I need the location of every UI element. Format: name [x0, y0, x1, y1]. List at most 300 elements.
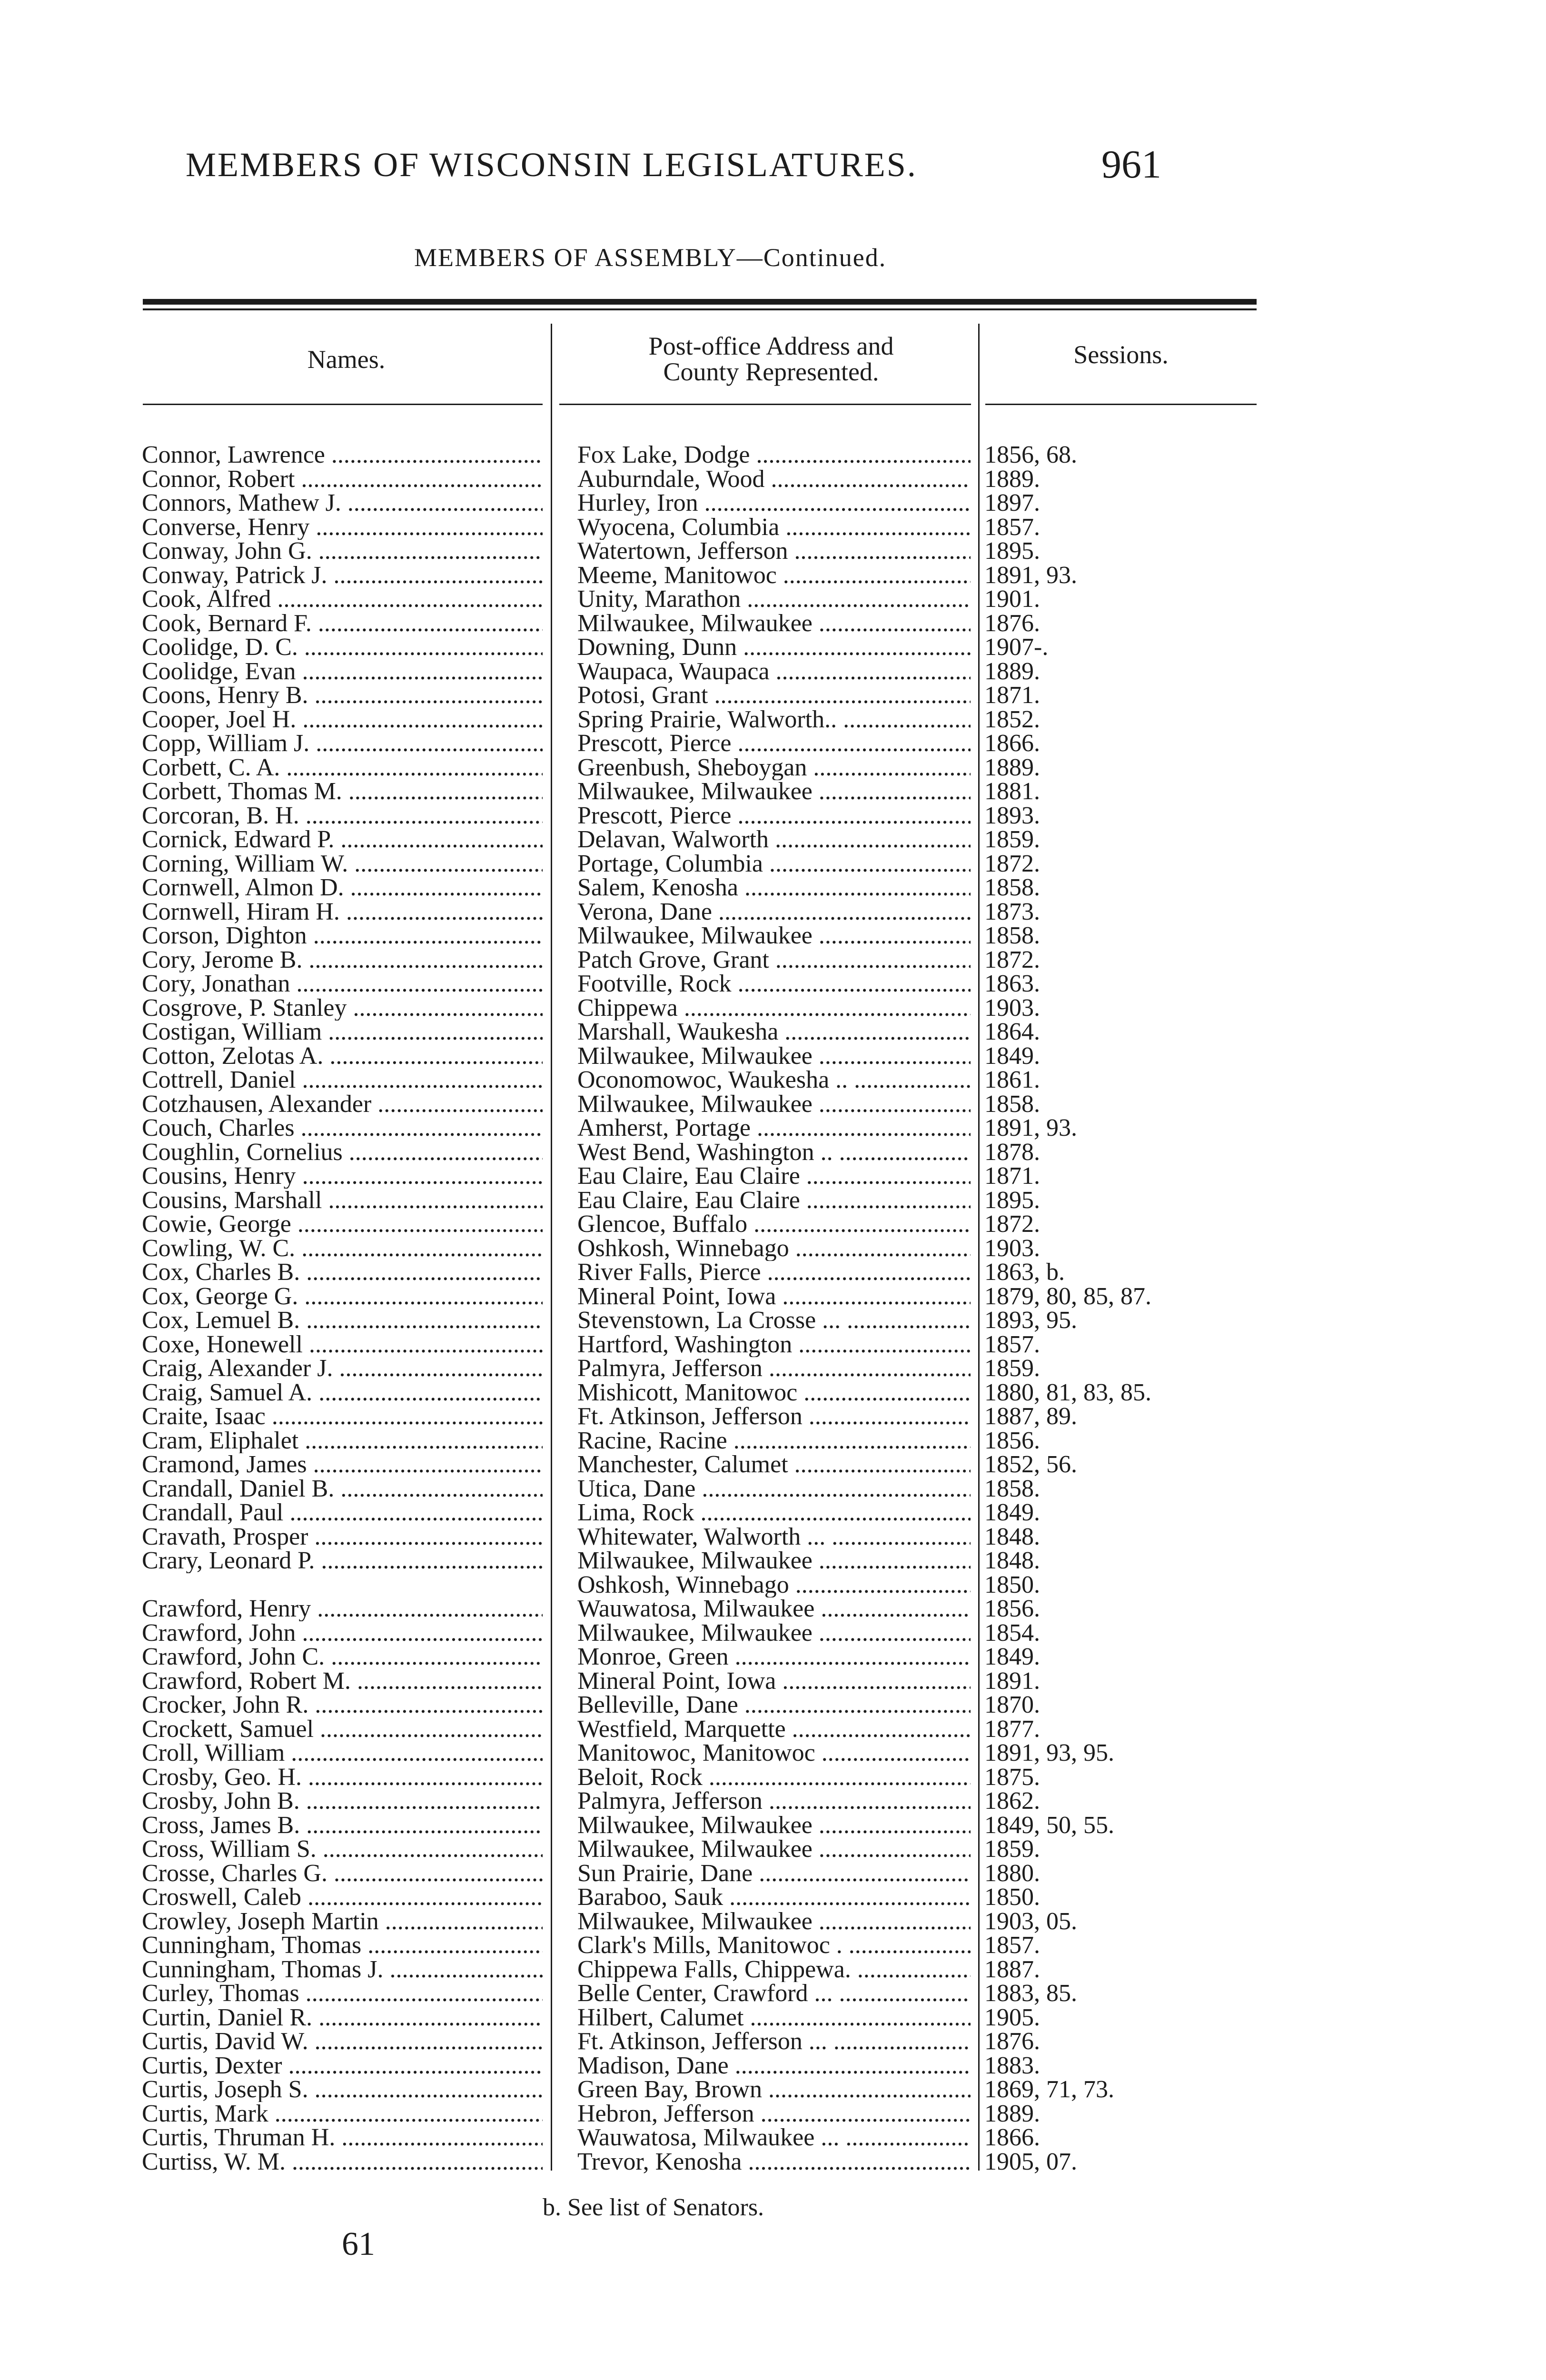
table-row — [0, 1284, 1546, 1309]
member-sessions: 1887. — [984, 1957, 1040, 1982]
table-row — [0, 1861, 1546, 1885]
table-row — [0, 1044, 1546, 1068]
member-name: Cox, Charles B. ..... — [142, 1260, 543, 1285]
member-address: Westfield, Marquette ..... — [577, 1717, 971, 1742]
member-sessions: 1891, 93. — [984, 563, 1077, 588]
member-name: Croll, William ..... — [142, 1741, 543, 1765]
member-sessions: 1857. — [984, 1933, 1040, 1958]
member-address: Milwaukee, Milwaukee ..... — [577, 611, 971, 636]
member-sessions: 1895. — [984, 1188, 1040, 1213]
table-row — [0, 1645, 1546, 1669]
member-name: Crawford, John C. ..... — [142, 1645, 543, 1669]
column-header-sessions: Sessions. — [1073, 340, 1169, 369]
table-row — [0, 1741, 1546, 1765]
table-row — [0, 2150, 1546, 2174]
member-address: Manitowoc, Manitowoc ..... — [577, 1741, 971, 1765]
table-row — [0, 1933, 1546, 1957]
table-row — [0, 1188, 1546, 1212]
member-name: Coolidge, D. C. ..... — [142, 635, 543, 660]
member-address: Fox Lake, Dodge ..... — [577, 443, 971, 467]
member-sessions: 1876. — [984, 611, 1040, 636]
member-name: Crosse, Charles G. ..... — [142, 1861, 543, 1886]
member-address: Racine, Racine ..... — [577, 1428, 971, 1453]
member-address: Trevor, Kenosha ..... — [577, 2150, 971, 2174]
table-row — [0, 1789, 1546, 1813]
table-row — [0, 1837, 1546, 1861]
member-name: Couch, Charles ..... — [142, 1116, 543, 1140]
member-name: Crosby, Geo. H. ..... — [142, 1765, 543, 1790]
member-name: Crosby, John B. ..... — [142, 1789, 543, 1814]
member-address: River Falls, Pierce ..... — [577, 1260, 971, 1285]
member-name: Craig, Samuel A. ..... — [142, 1380, 543, 1405]
member-address: Oshkosh, Winnebago ..... — [577, 1573, 971, 1597]
table-row — [0, 1957, 1546, 1982]
table-row — [0, 443, 1546, 467]
table-row — [0, 683, 1546, 707]
member-sessions: 1889. — [984, 466, 1040, 492]
table-row — [0, 948, 1546, 972]
table-row — [0, 2102, 1546, 2126]
member-sessions: 1872. — [984, 851, 1040, 876]
member-name: Costigan, William ..... — [142, 1020, 543, 1044]
table-row — [0, 1092, 1546, 1116]
member-address: Palmyra, Jefferson ..... — [577, 1356, 971, 1381]
member-address: Patch Grove, Grant ..... — [577, 948, 971, 972]
member-address: Monroe, Green ..... — [577, 1645, 971, 1669]
member-name: Curtin, Daniel R. ..... — [142, 2005, 543, 2030]
member-address: Belle Center, Crawford ... ..... — [577, 1981, 971, 2006]
member-sessions: 1901. — [984, 587, 1040, 612]
member-sessions: 1883. — [984, 2053, 1040, 2078]
table-row — [0, 1308, 1546, 1332]
member-sessions: 1856, 68. — [984, 443, 1077, 467]
member-address: Ft. Atkinson, Jefferson ..... — [577, 1404, 971, 1429]
member-name: Cotton, Zelotas A. ..... — [142, 1044, 543, 1069]
member-sessions: 1857. — [984, 1332, 1040, 1357]
table-row — [0, 1236, 1546, 1260]
member-name: Cory, Jonathan ..... — [142, 972, 543, 996]
table-row — [0, 972, 1546, 996]
member-sessions: 1852. — [984, 707, 1040, 732]
member-name: Crocker, John R. ..... — [142, 1693, 543, 1717]
member-name: Cox, George G. ..... — [142, 1284, 543, 1309]
member-address: Milwaukee, Milwaukee ..... — [577, 1813, 971, 1838]
column-header-underline — [985, 404, 1257, 405]
member-address: Eau Claire, Eau Claire ..... — [577, 1164, 971, 1189]
table-row — [0, 1164, 1546, 1188]
member-sessions: 1858. — [984, 923, 1040, 948]
table-row — [0, 1885, 1546, 1909]
member-address: Ft. Atkinson, Jefferson ... ..... — [577, 2029, 971, 2054]
member-name: Cowling, W. C. ..... — [142, 1236, 543, 1261]
member-address: Eau Claire, Eau Claire ..... — [577, 1188, 971, 1213]
member-sessions: 1889. — [984, 659, 1040, 684]
member-name: Conway, Patrick J. ..... — [142, 563, 543, 588]
member-sessions: 1887, 89. — [984, 1404, 1077, 1429]
member-sessions: 1854. — [984, 1620, 1040, 1646]
member-address: Hilbert, Calumet ..... — [577, 2005, 971, 2030]
member-name: Cook, Bernard F. ..... — [142, 611, 543, 636]
member-name: Crowley, Joseph Martin ..... — [142, 1909, 543, 1934]
table-row — [0, 1693, 1546, 1717]
table-row — [0, 1260, 1546, 1284]
member-name: Cornwell, Hiram H. ..... — [142, 900, 543, 924]
member-sessions: 1891, 93. — [984, 1116, 1077, 1140]
member-address: Oshkosh, Winnebago ..... — [577, 1236, 971, 1261]
table-row — [0, 1116, 1546, 1140]
member-sessions: 1905. — [984, 2005, 1040, 2030]
member-name: Cottrell, Daniel ..... — [142, 1068, 543, 1092]
member-name: Crandall, Paul ..... — [142, 1500, 543, 1525]
table-row — [0, 587, 1546, 611]
member-address: Milwaukee, Milwaukee ..... — [577, 779, 971, 804]
member-sessions: 1856. — [984, 1428, 1040, 1453]
table-row — [0, 1813, 1546, 1837]
member-address: Amherst, Portage ..... — [577, 1116, 971, 1140]
member-name: Craig, Alexander J. ..... — [142, 1356, 543, 1381]
member-address: Mineral Point, Iowa ..... — [577, 1669, 971, 1694]
member-sessions: 1856. — [984, 1597, 1040, 1621]
member-name: Crary, Leonard P. ..... — [142, 1548, 543, 1573]
member-sessions: 1891. — [984, 1668, 1040, 1694]
member-name: Curtis, Mark ..... — [142, 2102, 543, 2126]
member-name: Crawford, Henry ..... — [142, 1597, 543, 1621]
member-name: Coons, Henry B. ..... — [142, 683, 543, 708]
member-address: Watertown, Jefferson ..... — [577, 539, 971, 564]
table-row — [0, 2125, 1546, 2150]
member-address: Oconomowoc, Waukesha .. ..... — [577, 1068, 971, 1092]
member-sessions: 1895. — [984, 539, 1040, 564]
member-name: Cotzhausen, Alexander ..... — [142, 1092, 543, 1117]
member-address: Mineral Point, Iowa ..... — [577, 1284, 971, 1309]
member-sessions: 1907-. — [984, 635, 1049, 660]
member-name: Copp, William J. ..... — [142, 731, 543, 756]
member-address: Beloit, Rock ..... — [577, 1765, 971, 1790]
member-address: West Bend, Washington .. ..... — [577, 1140, 971, 1165]
table-row — [0, 923, 1546, 948]
member-sessions: 1858. — [984, 1091, 1040, 1117]
member-address: Milwaukee, Milwaukee ..... — [577, 1909, 971, 1934]
table-row — [0, 1477, 1546, 1501]
section-heading: MEMBERS OF ASSEMBLY—Continued. — [414, 243, 887, 272]
member-address: Prescott, Pierce ..... — [577, 803, 971, 828]
member-sessions: 1872. — [984, 1212, 1040, 1237]
member-address: Greenbush, Sheboygan ..... — [577, 755, 971, 780]
member-name: Curtis, Joseph S. ..... — [142, 2077, 543, 2102]
column-header-underline — [559, 404, 971, 405]
member-sessions: 1866. — [984, 731, 1040, 756]
member-name: Cravath, Prosper ..... — [142, 1525, 543, 1549]
table-row — [0, 539, 1546, 563]
member-name: Curtiss, W. M. ..... — [142, 2150, 543, 2174]
member-sessions: 1893. — [984, 803, 1040, 828]
member-address: Whitewater, Walworth ... ..... — [577, 1525, 971, 1549]
member-name: Crawford, John ..... — [142, 1621, 543, 1646]
member-address: Madison, Dane ..... — [577, 2053, 971, 2078]
member-address: Milwaukee, Milwaukee ..... — [577, 1044, 971, 1069]
member-address: Spring Prairie, Walworth.. ..... — [577, 707, 971, 732]
member-sessions: 1849. — [984, 1500, 1040, 1525]
member-sessions: 1881. — [984, 779, 1040, 804]
table-row — [0, 491, 1546, 515]
member-sessions: 1859. — [984, 1837, 1040, 1862]
column-header-address-line2: County Represented. — [663, 357, 879, 386]
member-address: Clark's Mills, Manitowoc . ..... — [577, 1933, 971, 1958]
member-name: Cram, Eliphalet ..... — [142, 1428, 543, 1453]
table-row — [0, 1140, 1546, 1164]
member-sessions: 1864. — [984, 1020, 1040, 1044]
table-row — [0, 611, 1546, 635]
member-address: Verona, Dane ..... — [577, 900, 971, 924]
table-row — [0, 2077, 1546, 2102]
member-sessions: 1858. — [984, 875, 1040, 900]
member-sessions: 1849, 50, 55. — [984, 1813, 1114, 1838]
member-sessions: 1869, 71, 73. — [984, 2077, 1114, 2102]
member-sessions: 1897. — [984, 491, 1040, 516]
member-sessions: 1903. — [984, 995, 1040, 1021]
table-row — [0, 1068, 1546, 1092]
member-sessions: 1871. — [984, 683, 1040, 708]
member-sessions: 1859. — [984, 827, 1040, 852]
table-row — [0, 659, 1546, 684]
member-sessions: 1849. — [984, 1043, 1040, 1069]
table-row — [0, 1500, 1546, 1525]
member-name: Cook, Alfred ..... — [142, 587, 543, 612]
table-row — [0, 2029, 1546, 2053]
member-name: Cox, Lemuel B. ..... — [142, 1308, 543, 1333]
table-row — [0, 1428, 1546, 1453]
member-address: Palmyra, Jefferson ..... — [577, 1789, 971, 1814]
table-row — [0, 515, 1546, 539]
member-name: Coxe, Honewell ..... — [142, 1332, 543, 1357]
member-sessions: 1883, 85. — [984, 1981, 1077, 2006]
table-row — [0, 1765, 1546, 1789]
member-sessions: 1849. — [984, 1645, 1040, 1669]
member-sessions: 1863, b. — [984, 1260, 1065, 1285]
member-name: Corson, Dighton ..... — [142, 923, 543, 948]
member-name: Curtis, Dexter ..... — [142, 2053, 543, 2078]
member-name: Cowie, George ..... — [142, 1212, 543, 1237]
member-sessions: 1891, 93, 95. — [984, 1741, 1114, 1765]
member-name: Converse, Henry ..... — [142, 515, 543, 540]
column-header-address-line1: Post-office Address and — [648, 332, 894, 360]
page-header — [186, 142, 1161, 198]
member-address: Manchester, Calumet ..... — [577, 1452, 971, 1477]
table-row — [0, 803, 1546, 828]
table-row — [0, 707, 1546, 732]
member-sessions: 1877. — [984, 1716, 1040, 1742]
table-row — [0, 1597, 1546, 1621]
table-row — [0, 2005, 1546, 2030]
member-name: Coughlin, Cornelius ..... — [142, 1140, 543, 1165]
member-address: Downing, Dunn ..... — [577, 635, 971, 660]
member-name: Connors, Mathew J. ..... — [142, 491, 543, 516]
table-row — [0, 827, 1546, 852]
table-row — [0, 1717, 1546, 1741]
table-row — [0, 1404, 1546, 1428]
table-row — [0, 1380, 1546, 1405]
member-address: Wyocena, Columbia ..... — [577, 515, 971, 540]
member-sessions: 1879, 80, 85, 87. — [984, 1284, 1151, 1309]
table-row — [0, 1356, 1546, 1380]
table-row — [0, 1621, 1546, 1645]
member-address: Chippewa ..... — [577, 996, 971, 1021]
member-address: Hebron, Jefferson ..... — [577, 2102, 971, 2126]
member-sessions: 1862. — [984, 1789, 1040, 1814]
member-address: Hartford, Washington ..... — [577, 1332, 971, 1357]
member-address: Baraboo, Sauk ..... — [577, 1885, 971, 1910]
member-address: Utica, Dane ..... — [577, 1477, 971, 1501]
table-row — [0, 852, 1546, 876]
member-name: Cory, Jerome B. ..... — [142, 948, 543, 972]
member-sessions: 1850. — [984, 1572, 1040, 1597]
member-name: Crandall, Daniel B. ..... — [142, 1477, 543, 1501]
table-row — [0, 635, 1546, 659]
table-row — [0, 1525, 1546, 1549]
member-name: Cousins, Henry ..... — [142, 1164, 543, 1189]
footnote: b. See list of Senators. — [543, 2194, 764, 2221]
member-name: Corcoran, B. H. ..... — [142, 803, 543, 828]
member-address: Milwaukee, Milwaukee ..... — [577, 1837, 971, 1862]
member-sessions: 1870. — [984, 1693, 1040, 1717]
page-number: 961 — [1101, 142, 1161, 187]
member-address: Delavan, Walworth ..... — [577, 827, 971, 852]
member-address: Milwaukee, Milwaukee ..... — [577, 923, 971, 948]
member-name: Cramond, James ..... — [142, 1452, 543, 1477]
table-row — [0, 731, 1546, 755]
column-header-underline — [143, 404, 543, 405]
member-sessions: 1858. — [984, 1476, 1040, 1501]
member-address: Portage, Columbia ..... — [577, 852, 971, 876]
member-address: Wauwatosa, Milwaukee ... ..... — [577, 2125, 971, 2150]
member-name: Cross, James B. ..... — [142, 1813, 543, 1838]
member-address: Footville, Rock ..... — [577, 972, 971, 996]
member-address: Wauwatosa, Milwaukee ..... — [577, 1597, 971, 1621]
member-sessions: 1880, 81, 83, 85. — [984, 1380, 1151, 1405]
column-header-names: Names. — [307, 345, 386, 374]
member-sessions: 1878. — [984, 1140, 1040, 1165]
member-sessions: 1889. — [984, 755, 1040, 780]
member-name: Cross, William S. ..... — [142, 1837, 543, 1862]
member-name: Cunningham, Thomas J. ..... — [142, 1957, 543, 1982]
column-header-address — [557, 333, 985, 385]
member-name: Conway, John G. ..... — [142, 539, 543, 564]
member-sessions: 1875. — [984, 1765, 1040, 1790]
member-sessions: 1857. — [984, 515, 1040, 540]
table-row — [0, 1573, 1546, 1597]
member-name: Connor, Lawrence ..... — [142, 443, 543, 467]
member-address: Milwaukee, Milwaukee ..... — [577, 1621, 971, 1646]
member-name: Corbett, C. A. ..... — [142, 755, 543, 780]
table-row — [0, 996, 1546, 1020]
member-name: Croswell, Caleb ..... — [142, 1885, 543, 1910]
table-row — [0, 1020, 1546, 1044]
table-row — [0, 875, 1546, 900]
table-row — [0, 1452, 1546, 1477]
member-address: Milwaukee, Milwaukee ..... — [577, 1092, 971, 1117]
table-row — [0, 1332, 1546, 1357]
member-name: Cunningham, Thomas ..... — [142, 1933, 543, 1958]
member-sessions: 1863. — [984, 972, 1040, 996]
member-sessions: 1859. — [984, 1356, 1040, 1381]
member-address: Green Bay, Brown ..... — [577, 2077, 971, 2102]
member-name: Coolidge, Evan ..... — [142, 659, 543, 684]
member-name: Curtis, David W. ..... — [142, 2029, 543, 2054]
member-sessions: 1903, 05. — [984, 1909, 1077, 1934]
member-address: Lima, Rock ..... — [577, 1500, 971, 1525]
member-name: Craite, Isaac ..... — [142, 1404, 543, 1429]
table-row — [0, 2053, 1546, 2078]
header-rule-thin — [143, 308, 1257, 310]
member-address: Waupaca, Waupaca ..... — [577, 659, 971, 684]
member-address: Salem, Kenosha ..... — [577, 875, 971, 900]
member-address: Milwaukee, Milwaukee ..... — [577, 1548, 971, 1573]
member-name: Cousins, Marshall ..... — [142, 1188, 543, 1213]
member-address: Prescott, Pierce ..... — [577, 731, 971, 756]
table-row — [0, 1548, 1546, 1573]
member-address: Unity, Marathon ..... — [577, 587, 971, 612]
member-address: Belleville, Dane ..... — [577, 1693, 971, 1717]
member-name: Cooper, Joel H. ..... — [142, 707, 543, 732]
member-address: Chippewa Falls, Chippewa. ..... — [577, 1957, 971, 1982]
table-row — [0, 1212, 1546, 1236]
member-sessions: 1848. — [984, 1524, 1040, 1549]
header-rule-thick — [143, 299, 1257, 305]
member-address: Hurley, Iron ..... — [577, 491, 971, 516]
member-sessions: 1866. — [984, 2125, 1040, 2150]
member-sessions: 1889. — [984, 2101, 1040, 2126]
member-sessions: 1893, 95. — [984, 1308, 1077, 1333]
member-name: Cornwell, Almon D. ..... — [142, 875, 543, 900]
signature-mark: 61 — [342, 2226, 375, 2262]
table-row — [0, 900, 1546, 924]
table-row — [0, 467, 1546, 491]
member-address: Meeme, Manitowoc ..... — [577, 563, 971, 588]
table-row — [0, 1669, 1546, 1693]
member-name: Crawford, Robert M. ..... — [142, 1669, 543, 1694]
member-sessions: 1876. — [984, 2029, 1040, 2054]
member-sessions: 1848. — [984, 1548, 1040, 1573]
member-name: Curtis, Thruman H. ..... — [142, 2125, 543, 2150]
member-sessions: 1873. — [984, 899, 1040, 924]
member-sessions: 1850. — [984, 1885, 1040, 1910]
member-sessions: 1861. — [984, 1068, 1040, 1092]
member-address: Marshall, Waukesha ..... — [577, 1020, 971, 1044]
member-sessions: 1872. — [984, 947, 1040, 972]
table-row — [0, 563, 1546, 587]
member-address: Potosi, Grant ..... — [577, 683, 971, 708]
member-address: Sun Prairie, Dane ..... — [577, 1861, 971, 1886]
member-name: Corning, William W. ..... — [142, 852, 543, 876]
page-title: MEMBERS OF WISCONSIN LEGISLATURES. — [186, 146, 917, 184]
member-name: Curley, Thomas ..... — [142, 1981, 543, 2006]
member-sessions: 1903. — [984, 1236, 1040, 1261]
table-row — [0, 1981, 1546, 2005]
member-sessions: 1905, 07. — [984, 2149, 1077, 2174]
member-address: Stevenstown, La Crosse ... ..... — [577, 1308, 971, 1333]
table-row — [0, 1909, 1546, 1934]
member-name: Cosgrove, P. Stanley ..... — [142, 996, 543, 1021]
member-address: Auburndale, Wood ..... — [577, 467, 971, 492]
member-sessions: 1880. — [984, 1861, 1040, 1886]
table-row — [0, 755, 1546, 780]
member-name: Crockett, Samuel ..... — [142, 1717, 543, 1742]
member-sessions: 1871. — [984, 1164, 1040, 1189]
member-name: Cornick, Edward P. ..... — [142, 827, 543, 852]
member-address: Mishicott, Manitowoc ..... — [577, 1380, 971, 1405]
member-name: Connor, Robert ..... — [142, 467, 543, 492]
member-sessions: 1852, 56. — [984, 1452, 1077, 1477]
